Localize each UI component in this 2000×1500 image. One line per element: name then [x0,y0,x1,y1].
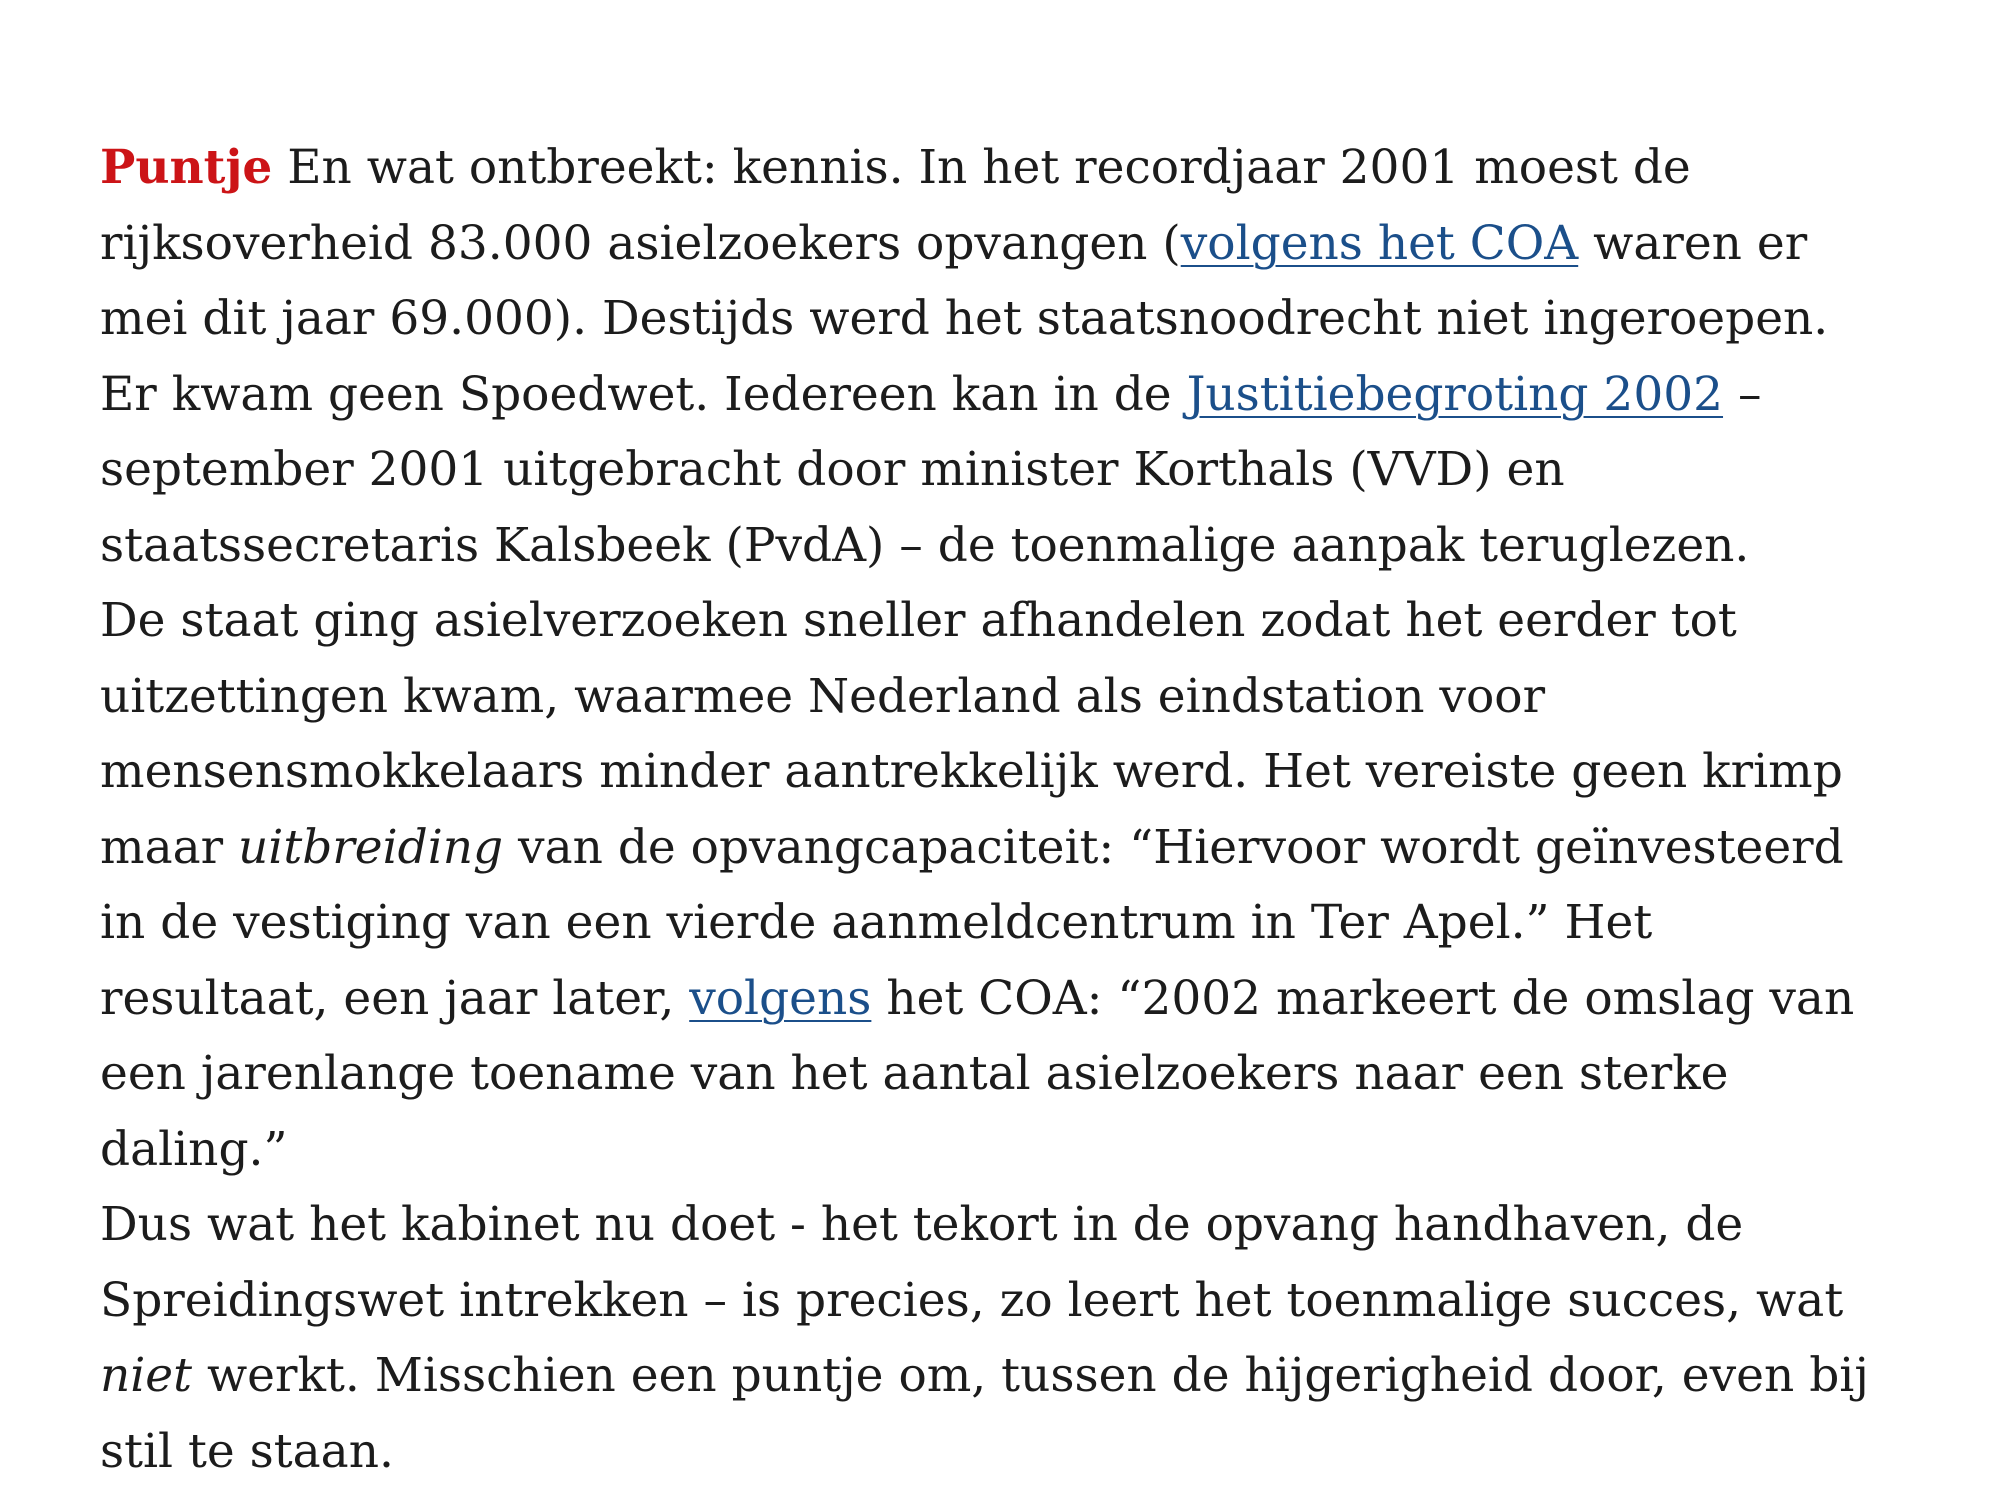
paragraph-line: een jarenlange toename van het aantal asielzoekers naar een sterke [100,1046,1729,1101]
text-run: En wat ontbreekt: kennis. In het recordjaar 2001 moest de [272,140,1691,195]
article-body [100,130,1900,1489]
text-run: rijksoverheid 83.000 asielzoekers opvangen ( [100,215,1181,271]
text-run: Er kwam geen Spoedwet. Iedereen kan in de [100,366,1187,422]
text-run: resultaat, een jaar later, [100,970,690,1026]
paragraph-line [100,130,1900,206]
paragraph-line [100,357,1900,433]
paragraph-line: in de vestiging van een vierde aanmeldcentrum in Ter Apel.” Het [100,895,1653,950]
emphasis-text: uitbreiding [238,819,504,875]
paragraph-line: september 2001 uitgebracht door minister Korthals (VVD) en [100,442,1565,497]
paragraph-line: mensensmokkelaars minder aantrekkelijk werd. Het vereiste geen krimp [100,744,1843,799]
paragraph-line: stil te staan. [100,1423,394,1479]
text-run: maar [100,819,239,875]
paragraph-line [100,961,1900,1037]
paragraph-line: daling.” [100,1121,288,1177]
text-run: werkt. Misschien een puntje om, tussen de hijgerigheid door, even bij [192,1348,1869,1403]
paragraph-line: De staat ging asielverzoeken sneller afhandelen zodat het eerder tot [100,593,1737,648]
text-run: het COA: “2002 markeert de omslag van [871,970,1855,1026]
paragraph-line: mei dit jaar 69.000). Destijds werd het staatsnoodrecht niet ingeroepen. [100,291,1829,346]
text-run: waren er [1578,215,1808,271]
link-volgens[interactable]: volgens [689,970,872,1026]
kicker-label: Puntje [100,140,273,195]
text-run: van de opvangcapaciteit: “Hiervoor wordt geïnvesteerd [503,819,1844,875]
link-justitiebegroting-2002[interactable]: Justitiebegroting 2002 [1186,366,1724,422]
emphasis-text: niet [100,1348,193,1403]
paragraph-line: Spreidingswet intrekken – is precies, zo leert het toenmalige succes, wat [100,1272,1844,1328]
paragraph-line: uitzettingen kwam, waarmee Nederland als eindstation voor [100,668,1546,724]
paragraph-line: staatssecretaris Kalsbeek (PvdA) – de toenmalige aanpak teruglezen. [100,517,1750,573]
paragraph-line [100,1338,1900,1414]
link-volgens-het-coa[interactable]: volgens het COA [1180,215,1579,271]
paragraph-line: Dus wat het kabinet nu doet - het tekort in de opvang handhaven, de [100,1197,1744,1252]
paragraph-line [100,810,1900,886]
text-run: – [1723,366,1762,422]
paragraph-line [100,206,1900,282]
